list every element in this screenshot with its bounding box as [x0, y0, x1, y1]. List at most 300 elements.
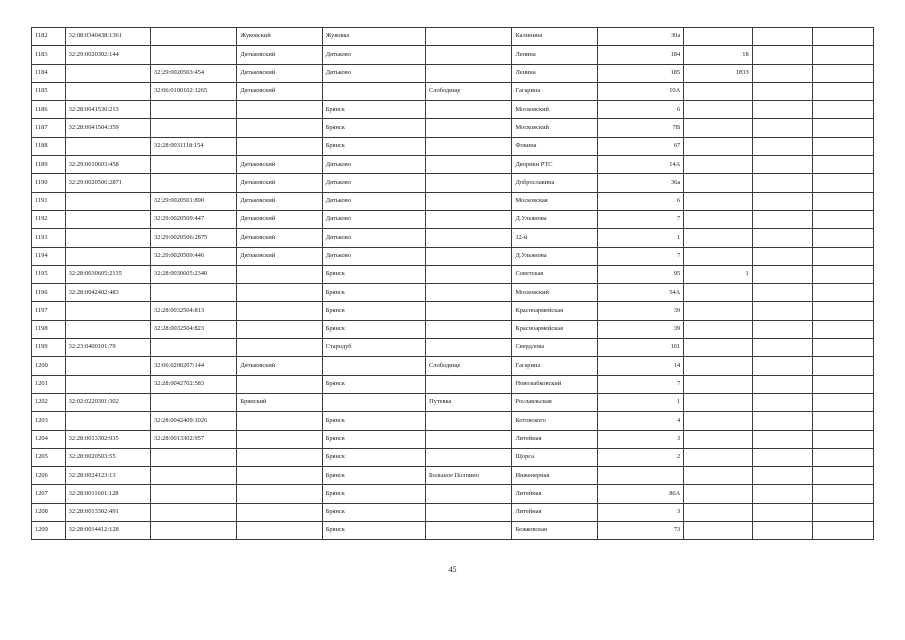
premises-cadastral-number-cell	[150, 448, 236, 466]
cadastral-number-cell: 32:28:0013302:491	[65, 503, 150, 521]
locality-cell: Дятьково	[322, 46, 425, 64]
cadastral-number-cell	[65, 412, 150, 430]
table-row	[32, 284, 874, 302]
street-cell: Калинина	[512, 28, 597, 46]
empty-cell	[752, 448, 813, 466]
building-number-cell	[684, 174, 752, 192]
empty-cell	[752, 229, 813, 247]
empty-cell	[813, 174, 874, 192]
locality-cell: Дятьково	[322, 174, 425, 192]
building-number-cell	[684, 284, 752, 302]
empty-cell	[752, 101, 813, 119]
table-row	[32, 156, 874, 174]
district-cell	[237, 448, 322, 466]
district-cell	[237, 284, 322, 302]
locality-cell: Жуковка	[322, 28, 425, 46]
district-cell: Брянский	[237, 393, 322, 411]
table-row	[32, 210, 874, 228]
settlement-cell	[426, 101, 512, 119]
locality-cell: Брянск	[322, 467, 425, 485]
table-row	[32, 247, 874, 265]
premises-cadastral-number-cell: 32:28:0032504:823	[150, 320, 236, 338]
locality-cell	[322, 357, 425, 375]
street-cell: Красноармейская	[512, 320, 597, 338]
empty-cell	[752, 503, 813, 521]
empty-cell	[813, 119, 874, 137]
cadastral-number-cell	[65, 229, 150, 247]
district-cell	[237, 302, 322, 320]
building-number-cell	[684, 320, 752, 338]
settlement-cell	[426, 320, 512, 338]
settlement-cell	[426, 375, 512, 393]
cadastral-number-cell: 32:28:0020503:55	[65, 448, 150, 466]
building-number-cell	[684, 28, 752, 46]
empty-cell	[752, 284, 813, 302]
row-number-cell: 1203	[32, 412, 66, 430]
empty-cell	[752, 467, 813, 485]
premises-cadastral-number-cell: 32:06:0190102:1265	[150, 82, 236, 100]
empty-cell	[752, 393, 813, 411]
settlement-cell	[426, 192, 512, 210]
building-number-cell	[684, 393, 752, 411]
row-number-cell: 1188	[32, 137, 66, 155]
house-number-cell: 14	[597, 357, 683, 375]
empty-cell	[752, 247, 813, 265]
locality-cell: Дятьково	[322, 247, 425, 265]
cadastral-number-cell	[65, 247, 150, 265]
district-cell: Дятьковский	[237, 64, 322, 82]
street-cell: 12-й	[512, 229, 597, 247]
locality-cell: Брянск	[322, 430, 425, 448]
premises-cadastral-number-cell: 32:29:0020509:447	[150, 210, 236, 228]
empty-cell	[813, 339, 874, 357]
building-number-cell	[684, 412, 752, 430]
street-cell: Доброславина	[512, 174, 597, 192]
table-row	[32, 412, 874, 430]
building-number-cell	[684, 448, 752, 466]
table-row	[32, 28, 874, 46]
empty-cell	[752, 28, 813, 46]
district-cell	[237, 375, 322, 393]
street-cell: Литейная	[512, 503, 597, 521]
row-number-cell: 1196	[32, 284, 66, 302]
row-number-cell: 1209	[32, 522, 66, 540]
premises-cadastral-number-cell	[150, 503, 236, 521]
empty-cell	[813, 229, 874, 247]
empty-cell	[752, 320, 813, 338]
table-row	[32, 229, 874, 247]
empty-cell	[813, 302, 874, 320]
street-cell: Советская	[512, 265, 597, 283]
premises-cadastral-number-cell: 32:28:0042409:1026	[150, 412, 236, 430]
cadastral-number-cell: 32:28:0014412:128	[65, 522, 150, 540]
empty-cell	[813, 265, 874, 283]
locality-cell: Дятьково	[322, 229, 425, 247]
locality-cell: Стародуб	[322, 339, 425, 357]
cadastral-number-cell	[65, 82, 150, 100]
premises-cadastral-number-cell	[150, 174, 236, 192]
cadastral-number-cell	[65, 302, 150, 320]
building-number-cell	[684, 119, 752, 137]
premises-cadastral-number-cell	[150, 119, 236, 137]
row-number-cell: 1200	[32, 357, 66, 375]
district-cell: Дятьковский	[237, 46, 322, 64]
empty-cell	[813, 320, 874, 338]
street-cell: Дворики РТС	[512, 156, 597, 174]
table-row	[32, 46, 874, 64]
building-number-cell	[684, 302, 752, 320]
row-number-cell: 1208	[32, 503, 66, 521]
settlement-cell	[426, 503, 512, 521]
street-cell: Бежковская	[512, 522, 597, 540]
page-number: 45	[448, 565, 457, 574]
district-cell: Дятьковский	[237, 192, 322, 210]
street-cell: Гагарина	[512, 82, 597, 100]
row-number-cell: 1187	[32, 119, 66, 137]
premises-cadastral-number-cell: 32:28:0013302:957	[150, 430, 236, 448]
empty-cell	[813, 375, 874, 393]
table-row	[32, 503, 874, 521]
house-number-cell: 4	[597, 412, 683, 430]
cadastral-number-cell: 32:29:0020506:2871	[65, 174, 150, 192]
premises-cadastral-number-cell: 32:29:0020503:454	[150, 64, 236, 82]
street-cell: Московская	[512, 192, 597, 210]
empty-cell	[752, 192, 813, 210]
empty-cell	[752, 522, 813, 540]
table-row	[32, 174, 874, 192]
building-number-cell: 1ЮЗ	[684, 64, 752, 82]
locality-cell: Брянск	[322, 448, 425, 466]
table-row	[32, 485, 874, 503]
row-number-cell: 1182	[32, 28, 66, 46]
empty-cell	[813, 137, 874, 155]
street-cell: Инженерная	[512, 467, 597, 485]
cadastral-number-cell	[65, 357, 150, 375]
property-register-table	[31, 27, 874, 540]
building-number-cell: 1	[684, 265, 752, 283]
row-number-cell: 1197	[32, 302, 66, 320]
street-cell: Ленина	[512, 64, 597, 82]
empty-cell	[752, 46, 813, 64]
empty-cell	[752, 302, 813, 320]
building-number-cell	[684, 229, 752, 247]
building-number-cell	[684, 339, 752, 357]
row-number-cell: 1195	[32, 265, 66, 283]
empty-cell	[813, 156, 874, 174]
settlement-cell	[426, 46, 512, 64]
table-row	[32, 393, 874, 411]
house-number-cell: 39	[597, 302, 683, 320]
empty-cell	[813, 357, 874, 375]
house-number-cell: 7	[597, 210, 683, 228]
row-number-cell: 1207	[32, 485, 66, 503]
house-number-cell: 6	[597, 101, 683, 119]
building-number-cell	[684, 430, 752, 448]
cadastral-number-cell: 32:28:0041530:213	[65, 101, 150, 119]
empty-cell	[813, 284, 874, 302]
premises-cadastral-number-cell: 32:06:0200207:144	[150, 357, 236, 375]
premises-cadastral-number-cell	[150, 485, 236, 503]
empty-cell	[813, 393, 874, 411]
house-number-cell: 1	[597, 393, 683, 411]
table-row	[32, 522, 874, 540]
house-number-cell: 30а	[597, 28, 683, 46]
locality-cell: Дятьково	[322, 64, 425, 82]
building-number-cell	[684, 210, 752, 228]
empty-cell	[752, 119, 813, 137]
settlement-cell	[426, 28, 512, 46]
premises-cadastral-number-cell	[150, 156, 236, 174]
street-cell: Литейная	[512, 430, 597, 448]
house-number-cell: 14А	[597, 156, 683, 174]
empty-cell	[752, 375, 813, 393]
empty-cell	[752, 485, 813, 503]
row-number-cell: 1201	[32, 375, 66, 393]
premises-cadastral-number-cell	[150, 467, 236, 485]
settlement-cell	[426, 302, 512, 320]
cadastral-number-cell	[65, 137, 150, 155]
district-cell: Жуковский	[237, 28, 322, 46]
premises-cadastral-number-cell: 32:28:0032504:813	[150, 302, 236, 320]
settlement-cell	[426, 430, 512, 448]
cadastral-number-cell: 32:02:0220301:302	[65, 393, 150, 411]
settlement-cell	[426, 119, 512, 137]
cadastral-number-cell	[65, 210, 150, 228]
house-number-cell: 36а	[597, 174, 683, 192]
house-number-cell: 185	[597, 64, 683, 82]
locality-cell: Брянск	[322, 284, 425, 302]
locality-cell	[322, 393, 425, 411]
table-row	[32, 302, 874, 320]
building-number-cell	[684, 357, 752, 375]
building-number-cell	[684, 485, 752, 503]
district-cell	[237, 430, 322, 448]
premises-cadastral-number-cell: 32:29:0020509:446	[150, 247, 236, 265]
cadastral-number-cell	[65, 64, 150, 82]
house-number-cell: 54А	[597, 284, 683, 302]
premises-cadastral-number-cell	[150, 339, 236, 357]
cadastral-number-cell: 32:28:0041504:359	[65, 119, 150, 137]
settlement-cell: Слободище	[426, 357, 512, 375]
locality-cell	[322, 82, 425, 100]
locality-cell: Брянск	[322, 265, 425, 283]
settlement-cell	[426, 265, 512, 283]
locality-cell: Брянск	[322, 485, 425, 503]
table-row	[32, 320, 874, 338]
cadastral-number-cell: 32:23:0400101:79	[65, 339, 150, 357]
premises-cadastral-number-cell	[150, 522, 236, 540]
premises-cadastral-number-cell: 32:29:0020506:2875	[150, 229, 236, 247]
premises-cadastral-number-cell: 32:28:0042702:583	[150, 375, 236, 393]
locality-cell: Брянск	[322, 503, 425, 521]
street-cell: Красноармейская	[512, 302, 597, 320]
row-number-cell: 1186	[32, 101, 66, 119]
street-cell: Рославльская	[512, 393, 597, 411]
locality-cell: Дятьково	[322, 156, 425, 174]
cadastral-number-cell: 32:29:0020302:144	[65, 46, 150, 64]
cadastral-number-cell: 32:28:0042402:483	[65, 284, 150, 302]
premises-cadastral-number-cell: 32:28:0030605:2340	[150, 265, 236, 283]
district-cell	[237, 320, 322, 338]
district-cell	[237, 485, 322, 503]
row-number-cell: 1204	[32, 430, 66, 448]
locality-cell: Брянск	[322, 375, 425, 393]
row-number-cell: 1199	[32, 339, 66, 357]
settlement-cell: Путевка	[426, 393, 512, 411]
row-number-cell: 1191	[32, 192, 66, 210]
settlement-cell: Большое Полпино	[426, 467, 512, 485]
district-cell: Дятьковский	[237, 357, 322, 375]
cadastral-number-cell: 32:08:0340438:1361	[65, 28, 150, 46]
building-number-cell	[684, 101, 752, 119]
settlement-cell	[426, 412, 512, 430]
house-number-cell: 7	[597, 247, 683, 265]
cadastral-number-cell: 32:28:0013302:935	[65, 430, 150, 448]
table-row	[32, 467, 874, 485]
premises-cadastral-number-cell: 32:28:0031118:154	[150, 137, 236, 155]
table-row	[32, 137, 874, 155]
row-number-cell: 1184	[32, 64, 66, 82]
table-row	[32, 430, 874, 448]
house-number-cell: 7	[597, 375, 683, 393]
building-number-cell	[684, 522, 752, 540]
house-number-cell: 3	[597, 430, 683, 448]
empty-cell	[752, 265, 813, 283]
district-cell	[237, 503, 322, 521]
empty-cell	[752, 156, 813, 174]
house-number-cell	[597, 467, 683, 485]
table-row	[32, 448, 874, 466]
building-number-cell	[684, 82, 752, 100]
building-number-cell	[684, 247, 752, 265]
district-cell: Дятьковский	[237, 174, 322, 192]
building-number-cell	[684, 137, 752, 155]
empty-cell	[813, 412, 874, 430]
locality-cell: Дятьково	[322, 192, 425, 210]
empty-cell	[813, 247, 874, 265]
house-number-cell: 73	[597, 522, 683, 540]
building-number-cell	[684, 375, 752, 393]
row-number-cell: 1185	[32, 82, 66, 100]
row-number-cell: 1192	[32, 210, 66, 228]
street-cell: Московский	[512, 101, 597, 119]
street-cell: Фокина	[512, 137, 597, 155]
empty-cell	[813, 210, 874, 228]
building-number-cell	[684, 156, 752, 174]
house-number-cell: 67	[597, 137, 683, 155]
premises-cadastral-number-cell	[150, 28, 236, 46]
street-cell: Гагарина	[512, 357, 597, 375]
table-row	[32, 101, 874, 119]
house-number-cell: 3	[597, 503, 683, 521]
district-cell	[237, 265, 322, 283]
cadastral-number-cell	[65, 320, 150, 338]
building-number-cell	[684, 192, 752, 210]
house-number-cell: 184	[597, 46, 683, 64]
cadastral-number-cell: 32:28:0030605:2135	[65, 265, 150, 283]
table-row	[32, 82, 874, 100]
empty-cell	[752, 430, 813, 448]
register-body	[32, 28, 874, 540]
locality-cell: Брянск	[322, 320, 425, 338]
street-cell: Московский	[512, 119, 597, 137]
row-number-cell: 1194	[32, 247, 66, 265]
table-row	[32, 339, 874, 357]
street-cell: Литейная	[512, 485, 597, 503]
district-cell	[237, 412, 322, 430]
building-number-cell: 18	[684, 46, 752, 64]
row-number-cell: 1206	[32, 467, 66, 485]
locality-cell: Брянск	[322, 137, 425, 155]
empty-cell	[813, 503, 874, 521]
row-number-cell: 1183	[32, 46, 66, 64]
empty-cell	[813, 448, 874, 466]
cadastral-number-cell	[65, 192, 150, 210]
empty-cell	[813, 192, 874, 210]
settlement-cell	[426, 522, 512, 540]
street-cell: Новозыбковский	[512, 375, 597, 393]
street-cell: Московский	[512, 284, 597, 302]
street-cell: Свердлова	[512, 339, 597, 357]
settlement-cell	[426, 156, 512, 174]
cadastral-number-cell: 32:28:0011601:128	[65, 485, 150, 503]
locality-cell: Брянск	[322, 522, 425, 540]
house-number-cell: 101	[597, 339, 683, 357]
empty-cell	[752, 174, 813, 192]
cadastral-number-cell: 32:28:0024123:13	[65, 467, 150, 485]
house-number-cell: 2	[597, 448, 683, 466]
empty-cell	[752, 210, 813, 228]
empty-cell	[752, 64, 813, 82]
locality-cell: Дятьково	[322, 210, 425, 228]
house-number-cell: 6	[597, 192, 683, 210]
district-cell: Дятьковский	[237, 210, 322, 228]
locality-cell: Брянск	[322, 119, 425, 137]
empty-cell	[813, 430, 874, 448]
empty-cell	[813, 522, 874, 540]
premises-cadastral-number-cell	[150, 393, 236, 411]
district-cell	[237, 101, 322, 119]
table-row	[32, 265, 874, 283]
table-row	[32, 375, 874, 393]
settlement-cell	[426, 448, 512, 466]
street-cell: Ленина	[512, 46, 597, 64]
house-number-cell: 10А	[597, 82, 683, 100]
table-row	[32, 119, 874, 137]
house-number-cell: 86А	[597, 485, 683, 503]
district-cell	[237, 467, 322, 485]
cadastral-number-cell: 32:29:0010603:458	[65, 156, 150, 174]
settlement-cell	[426, 229, 512, 247]
house-number-cell: 95	[597, 265, 683, 283]
building-number-cell	[684, 467, 752, 485]
building-number-cell	[684, 503, 752, 521]
table-row	[32, 64, 874, 82]
district-cell	[237, 339, 322, 357]
empty-cell	[813, 82, 874, 100]
house-number-cell: 39	[597, 320, 683, 338]
district-cell	[237, 522, 322, 540]
empty-cell	[813, 485, 874, 503]
empty-cell	[813, 46, 874, 64]
district-cell: Дятьковский	[237, 82, 322, 100]
settlement-cell	[426, 284, 512, 302]
empty-cell	[752, 137, 813, 155]
district-cell: Дятьковский	[237, 229, 322, 247]
settlement-cell: Слободище	[426, 82, 512, 100]
locality-cell: Брянск	[322, 101, 425, 119]
row-number-cell: 1189	[32, 156, 66, 174]
